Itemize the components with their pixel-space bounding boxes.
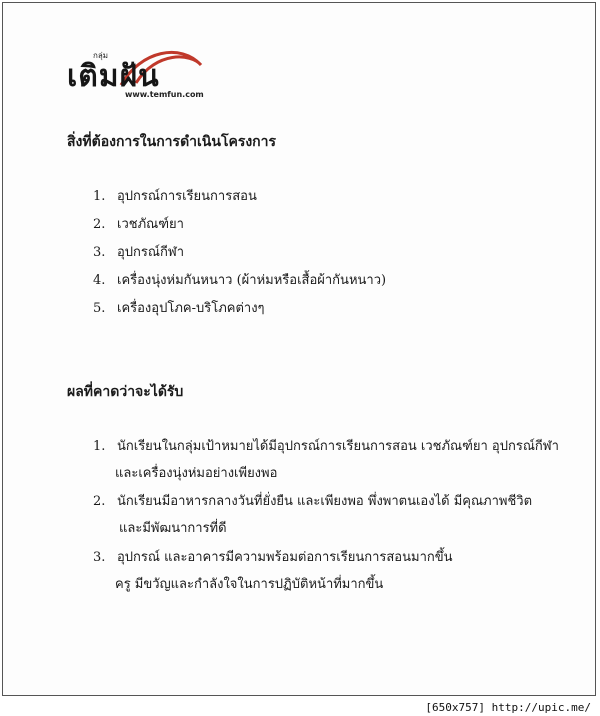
list-text: นักเรียนในกลุ่มเป้าหมายได้มีอุปกรณ์การเรียนการสอน เวชภัณฑ์ยา อุปกรณ์กีฬา [117, 439, 559, 454]
logo-main-text: เติมฝัน [67, 59, 160, 94]
list-number: 3. [93, 550, 106, 565]
list-text-continuation: และมีพัฒนาการที่ดี [119, 521, 227, 536]
list-item [93, 433, 559, 461]
list-text: อุปกรณ์ และอาคารมีความพร้อมต่อการเรียนการสอนมากขึ้น [117, 550, 453, 565]
list-number: 1. [93, 439, 106, 454]
list-item [93, 183, 257, 211]
list-text-continuation: ครู มีขวัญและกำลังใจในการปฏิบัติหน้าที่มากขึ้น [115, 577, 384, 592]
list-item [93, 211, 184, 239]
section-heading-requirements: สิ่งที่ต้องการในการดำเนินโครงการ [67, 134, 277, 150]
list-item [93, 544, 453, 572]
list-text: นักเรียนมีอาหารกลางวันที่ยั่งยืน และเพียงพอ พึ่งพาตนเองได้ มีคุณภาพชีวิต [117, 494, 533, 509]
list-number: 2. [93, 217, 106, 232]
list-text: เครื่องนุ่งห่มกันหนาว (ผ้าห่มหรือเสื้อผ้ากันหนาว) [117, 273, 387, 288]
list-item [93, 267, 386, 295]
list-number: 3. [93, 245, 106, 260]
image-host-watermark: [650x757] http://upic.me/ [422, 701, 594, 714]
list-item [93, 295, 265, 323]
list-number: 2. [93, 494, 106, 509]
list-text: อุปกรณ์การเรียนการสอน [117, 189, 257, 204]
list-text: เวชภัณฑ์ยา [117, 217, 184, 232]
list-number: 5. [93, 301, 106, 316]
list-number: 1. [93, 189, 106, 204]
list-number: 4. [93, 273, 106, 288]
list-item [93, 488, 532, 516]
logo-top-text: กลุ่ม [93, 51, 109, 60]
logo [63, 43, 223, 103]
list-text: อุปกรณ์กีฬา [117, 245, 185, 260]
section-heading-expected-results: ผลที่คาดว่าจะได้รับ [67, 384, 184, 400]
list-text-continuation: และเครื่องนุ่งห่มอย่างเพียงพอ [115, 466, 278, 481]
list-text: เครื่องอุปโภค-บริโภคต่างๆ [117, 301, 265, 316]
document-page [2, 2, 596, 696]
list-item [93, 239, 184, 267]
logo-url: www.temfun.com [125, 90, 204, 99]
